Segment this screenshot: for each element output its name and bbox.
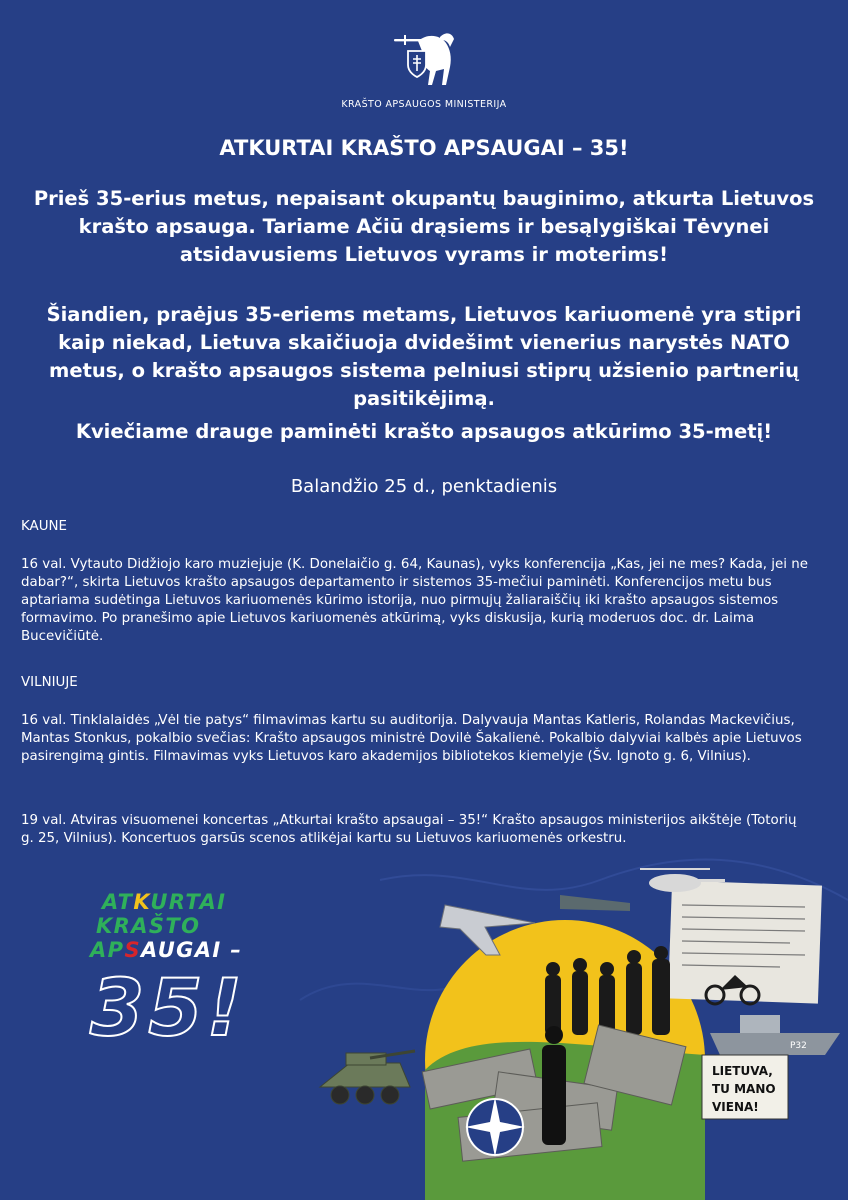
kaune-heading: KAUNE xyxy=(21,519,67,534)
vilniuje-podcast-text: 16 val. Tinklalaidės „Vėl tie patys“ filmavimas kartu su auditorija. Dalyvauja Mantas Katleris, Rolandas Mackevičius, Mantas Stonkus, pokalbio svečias: Krašto apsaugos ministrė Dovilė Šakalienė. Pokalbio dalyviai kalbės apie Lietuvos pasirengimą gintis. Filmavimas vyks Lietuvos karo akademijos bibliotekos kiemelyje (Šv. Ignoto g. 6, Vilnius). xyxy=(21,713,802,764)
vilniuje-concert-text: 19 val. Atviras visuomenei koncertas „Atkurtai krašto apsaugai – 35!“ Krašto apsaugos ministerijos aikštėje (Totorių g. 25, Vilnius). Koncertuos garsūs scenos atlikėjai kartu su Lietuvos kariuomenės orkestru. xyxy=(21,813,797,846)
sign-text-1: LIETUVA, xyxy=(712,1064,773,1078)
lead-paragraph-anniversary: Prieš 35-erius metus, nepaisant okupantų bauginimo, atkurta Lietuvos krašto apsauga. Tariame Ačiū drąsiems ir besąlygiškai Tėvynei atsidavusiems Lietuvos vyrams ir moterims! xyxy=(33,187,815,266)
event-date: Balandžio 25 d., penktadienis xyxy=(290,476,558,497)
aircraft-lineup xyxy=(560,895,630,911)
logo-line-2: KRAŠTO xyxy=(96,914,201,938)
protest-sign xyxy=(702,1055,788,1119)
svg-text:P32: P32 xyxy=(790,1041,807,1051)
ministry-header xyxy=(0,27,848,110)
armored-vehicle-icon xyxy=(320,1051,415,1104)
sign-text-2: TU MANO xyxy=(712,1082,776,1096)
logo-number-35: 35! xyxy=(90,964,247,1054)
vilniuje-heading: VILNIUJE xyxy=(21,675,78,690)
logo-line-1: ATKURTAI xyxy=(102,890,227,914)
sign-text-3: VIENA! xyxy=(712,1100,759,1114)
logo-line-3: APSAUGAI – xyxy=(90,938,243,962)
patrol-ship-icon xyxy=(710,1015,840,1055)
kaune-event-text: 16 val. Vytauto Didžiojo karo muziejuje (K. Donelaičio g. 64, Kaunas), vyks konferencija „Kas, jei ne mes? Kada, jei ne dabar?“, skirta Lietuvos krašto apsaugos departamento ir sistemos 35-mečiui paminėti. Konferencijos metu bus aptariama sudėtinga Lietuvos kariuomenės kūrimo istorija, nuo pirmųjų žaliaraiščių iki krašto apsaugos sistemos formavimo. Po pranešimo apie Lietuvos kariuomenės atkūrimą, vyks diskusija, kurią moderuos doc. dr. Laima Bucevičiūtė. xyxy=(21,557,808,644)
lead-paragraph-invitation: Kviečiame drauge paminėti krašto apsaugos atkūrimo 35-metį! xyxy=(75,420,773,443)
event-logo xyxy=(88,890,288,1054)
military-collage xyxy=(310,855,848,1200)
page-title: ATKURTAI KRAŠTO APSAUGAI – 35! xyxy=(219,136,629,160)
lead-paragraph-today: Šiandien, praėjus 35-eriems metams, Lietuvos kariuomenė yra stipri kaip niekad, Lietuva skaičiuoja dvidešimt vienerius narystės NATO metus, o krašto apsaugos sistema pelniusi stiprų užsienio partnerių pasitikėjimą. xyxy=(46,303,802,410)
knight-shield-emblem-icon xyxy=(392,27,456,93)
ministry-name: KRAŠTO APSAUGOS MINISTERIJA xyxy=(341,99,507,110)
